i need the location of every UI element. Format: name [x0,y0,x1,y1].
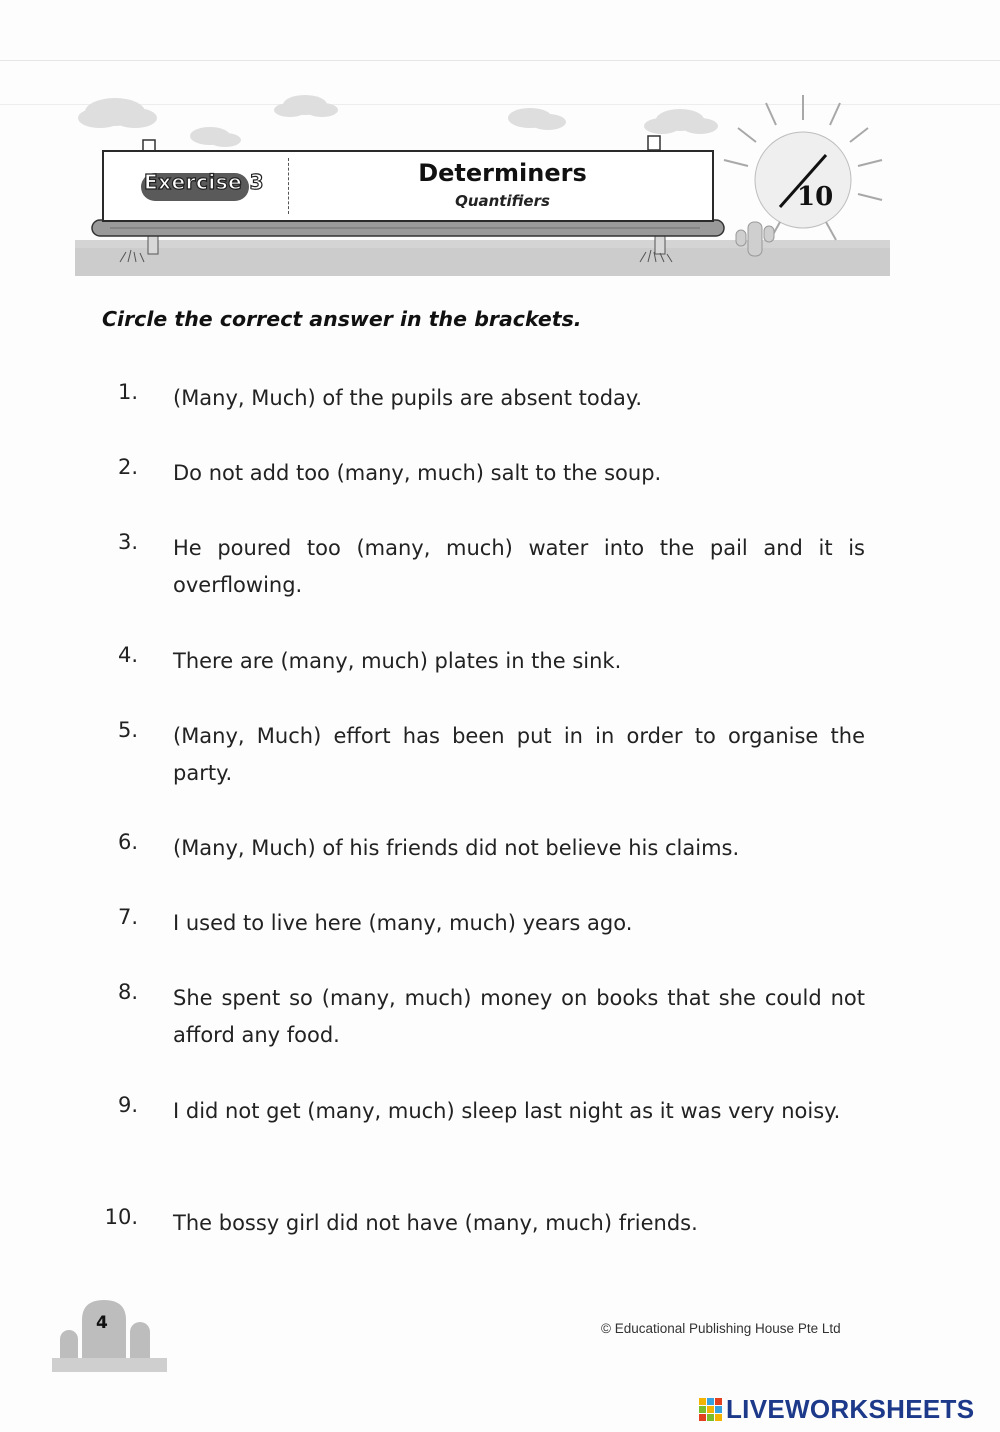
question-number: 7. [117,905,138,929]
cloud-icon [644,109,718,134]
question-text[interactable]: (Many, Much) effort has been put in in order to organise the party. [173,724,865,785]
cloud-icon [78,98,157,128]
cloud-icon [508,108,566,130]
score-total: 10 [797,182,834,212]
sign-post [648,136,660,150]
question-number: 1. [117,380,138,404]
question-text[interactable]: He poured too (many, much) water into the pail and it is overflowing. [173,536,865,597]
question-number: 8. [117,980,138,1004]
question-number: 2. [117,455,138,479]
question-number: 3. [117,530,138,554]
question-text[interactable]: (Many, Much) of the pupils are absent today. [173,386,643,410]
instruction-text: Circle the correct answer in the brackets. [102,307,582,331]
question-text[interactable]: I used to live here (many, much) years ago. [173,911,633,935]
liveworksheets-watermark[interactable]: LIVEWORKSHEETS [726,1394,975,1424]
question-number: 5. [117,718,138,742]
question-number: 9. [117,1093,138,1117]
question-text[interactable]: The bossy girl did not have (many, much) friends. [173,1211,698,1235]
question-text[interactable]: She spent so (many, much) money on books that she could not afford any food. [173,986,865,1047]
copyright-text: © Educational Publishing House Pte Ltd [601,1321,841,1336]
page-subtitle: Quantifiers [455,192,550,210]
sign-divider [288,158,289,214]
exercise-number: 3 [249,170,265,194]
cloud-icon [274,95,338,117]
question-number: 10. [104,1205,138,1229]
question-number: 4. [117,643,138,667]
cloud-icon [190,127,241,147]
question-number: 6. [117,830,138,854]
exercise-label [144,170,264,194]
exercise-word: Exercise [144,170,243,194]
sun-icon [724,95,882,240]
scan-line [0,60,1000,61]
page-number-badge [52,1292,167,1372]
question-text[interactable]: Do not add too (many, much) salt to the soup. [173,461,662,485]
page-title: Determiners [418,159,587,187]
liveworksheets-logo-icon [699,1396,725,1424]
question-text[interactable]: There are (many, much) plates in the sink. [173,649,622,673]
question-text[interactable]: I did not get (many, much) sleep last night as it was very noisy. [173,1099,841,1123]
page-number: 4 [96,1313,108,1333]
ground-texture [75,248,890,276]
question-text[interactable]: (Many, Much) of his friends did not believe his claims. [173,836,740,860]
